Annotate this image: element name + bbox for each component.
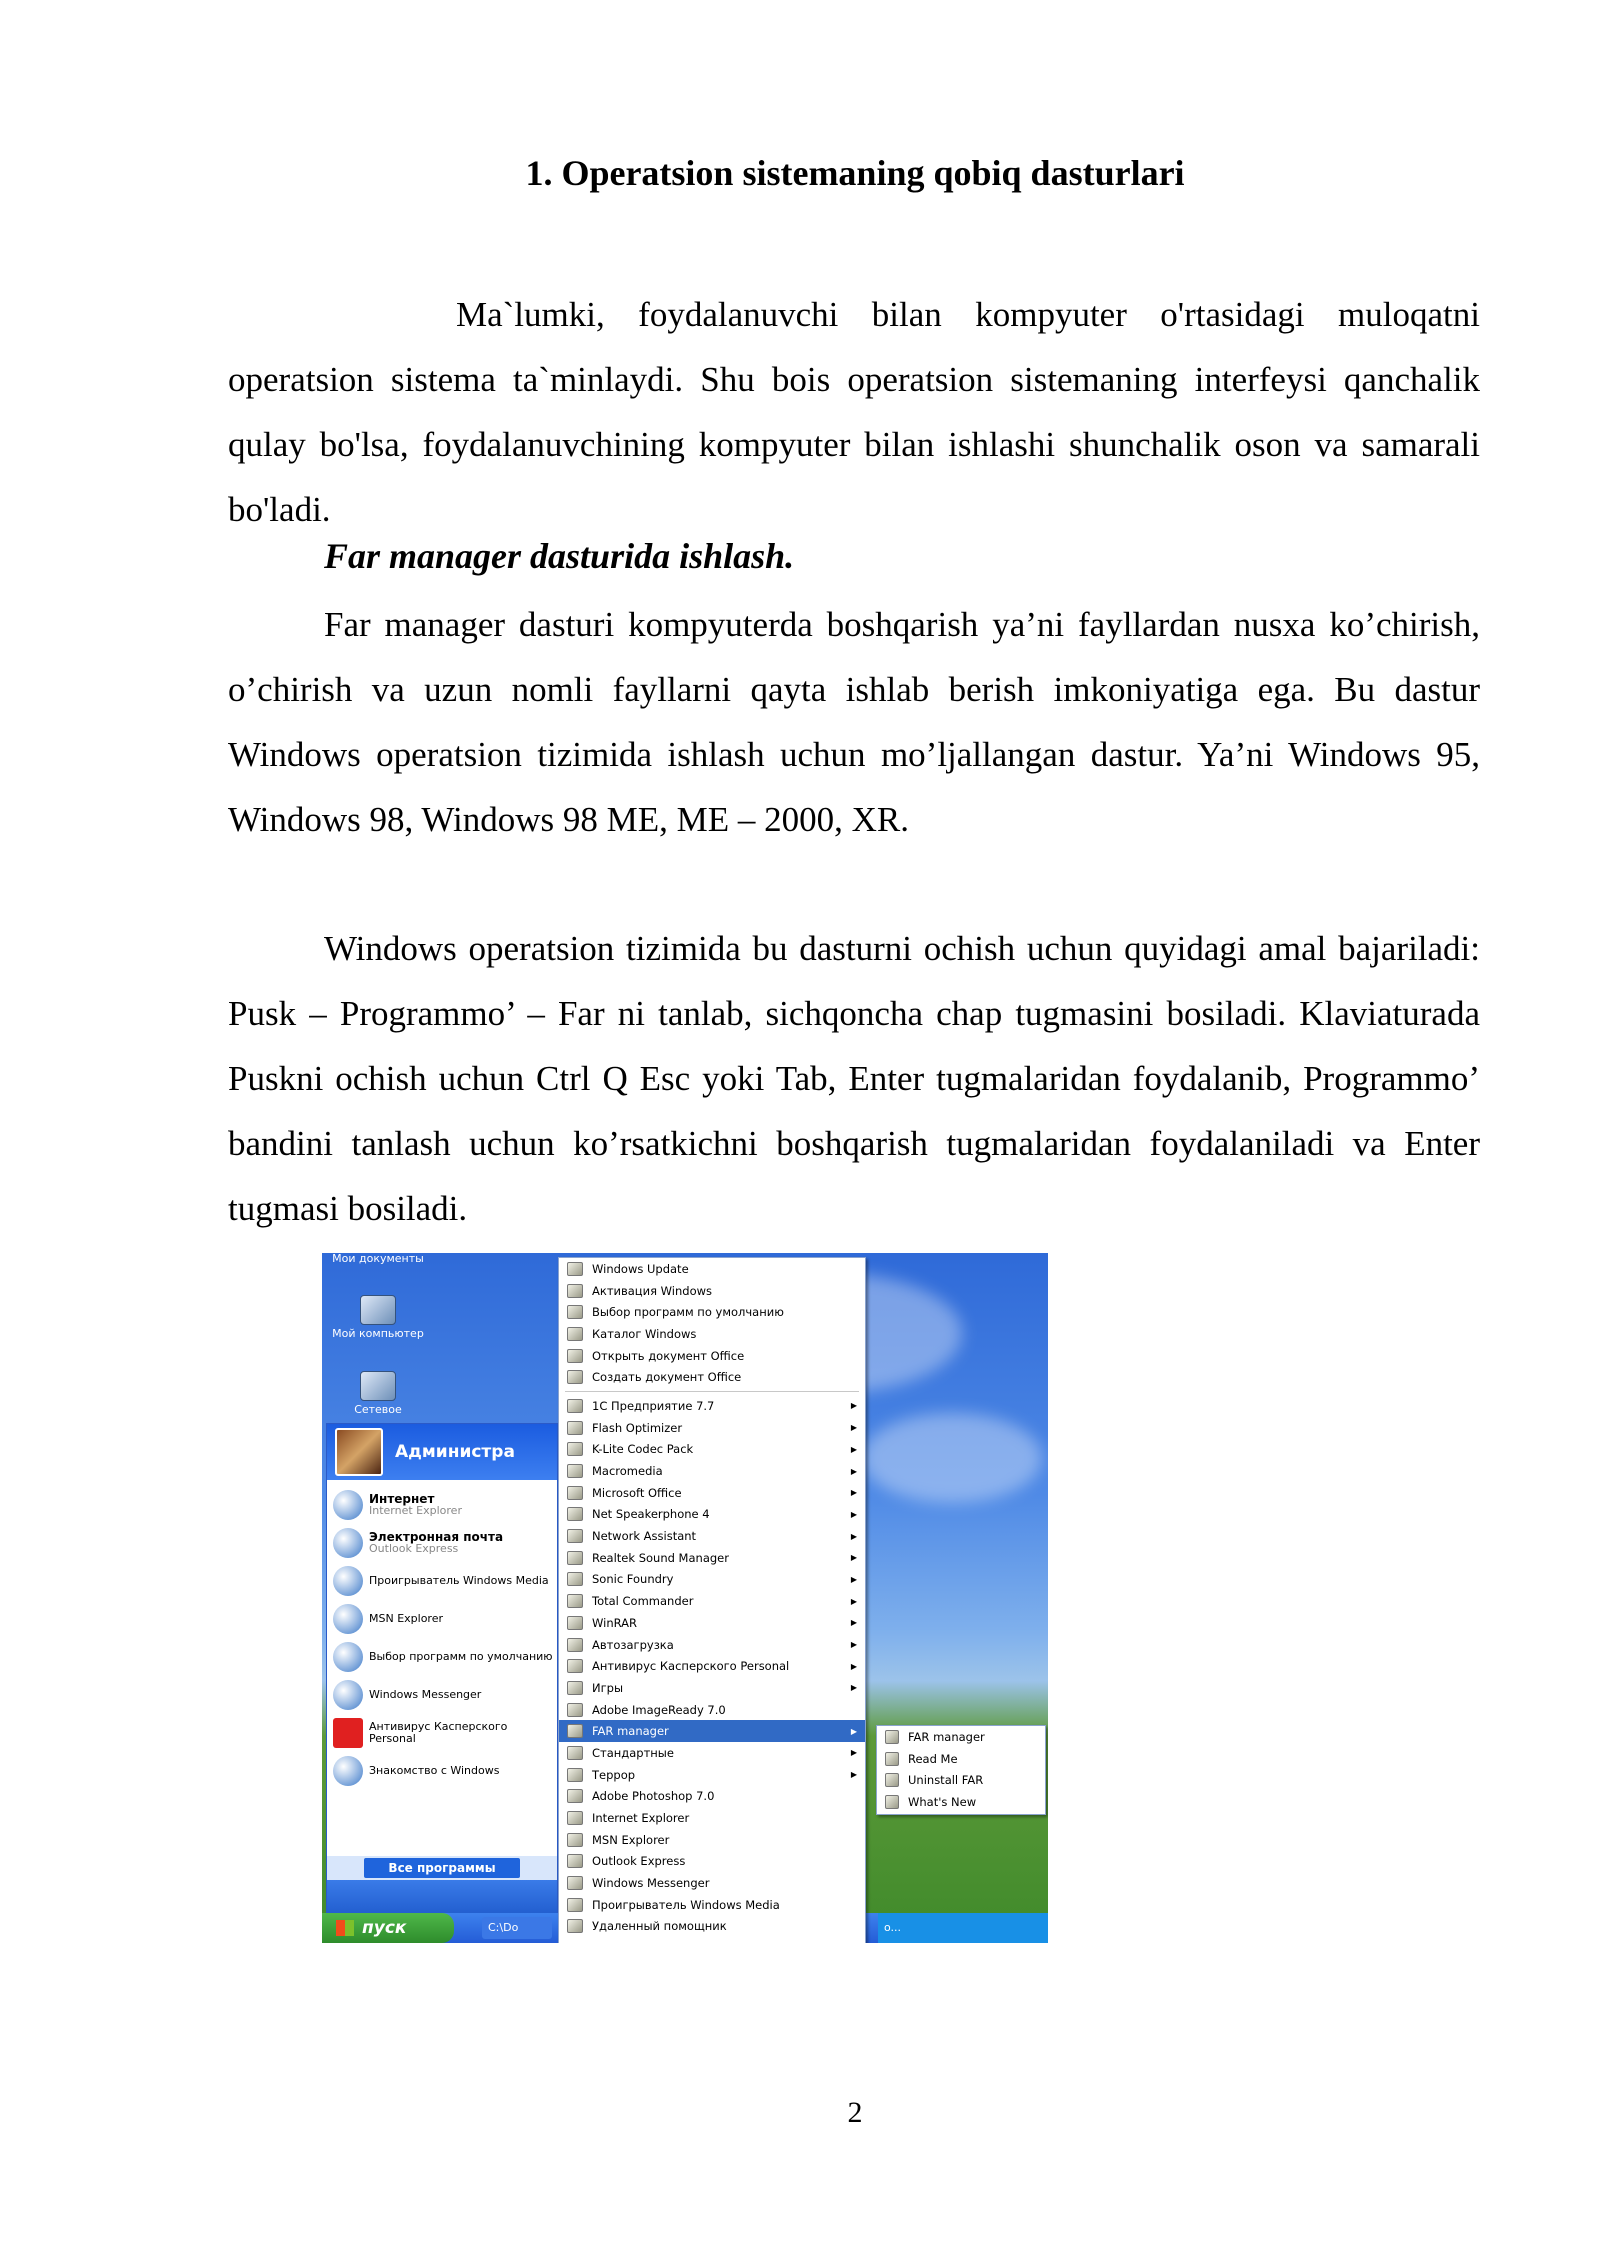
program-item-adobe-imageready-7-0[interactable]: [559, 1699, 865, 1721]
program-folder-icon: [567, 1507, 583, 1521]
far-item-uninstall-far[interactable]: [877, 1769, 1045, 1791]
program-item-item[interactable]: [559, 1677, 865, 1699]
menu-item-label: WinRAR: [592, 1615, 637, 1630]
outlook-express-icon: [333, 1528, 363, 1558]
user-name: Администра: [395, 1442, 515, 1462]
start-item-title: Знакомство с Windows: [369, 1764, 500, 1777]
menu-item-label: K-Lite Codec Pack: [592, 1442, 694, 1457]
start-item-media-player[interactable]: [327, 1562, 557, 1600]
submenu-arrow-icon: ▶: [850, 1553, 857, 1563]
submenu-arrow-icon: ▶: [850, 1640, 857, 1650]
program-item-macromedia[interactable]: [559, 1460, 865, 1482]
submenu-arrow-icon: ▶: [850, 1726, 857, 1736]
instructions-text: Windows operatsion tizimida bu dasturni ochish uchun quyidagi amal bajariladi: Pusk – Programmo’ – Far ni tanlab, sichqoncha chap tugmasini bosiladi. Klaviaturada Puskni ochish uchun Ctrl Q Esc yoki Tab, Enter tugmalaridan foydalanib, Programmo’ bandini tanlash uchun ko’rsatkichni boshqarish tugmalaridan foydalaniladi va Enter tugmasi bosiladi.: [228, 929, 1480, 1228]
program-icon: [567, 1262, 583, 1276]
program-folder-icon: [567, 1638, 583, 1652]
menu-item-label: Выбор программ по умолчанию: [592, 1305, 784, 1320]
program-item-windows-messenger[interactable]: [559, 1872, 865, 1894]
start-item-title: Электронная почта: [369, 1530, 504, 1544]
submenu-arrow-icon: ▶: [850, 1423, 857, 1433]
menu-item-label: What's New: [908, 1794, 977, 1809]
program-folder-icon: [567, 1616, 583, 1630]
menu-item-label: Sonic Foundry: [592, 1572, 674, 1587]
submenu-arrow-icon: ▶: [850, 1444, 857, 1454]
menu-item-label: Автозагрузка: [592, 1637, 674, 1652]
program-item-adobe-photoshop-7-0[interactable]: [559, 1786, 865, 1808]
start-item-default-programs[interactable]: [327, 1638, 557, 1676]
program-item-realtek-sound-manager[interactable]: [559, 1547, 865, 1569]
far-item-read-me[interactable]: [877, 1748, 1045, 1770]
all-programs-button[interactable]: Все программы: [364, 1858, 519, 1878]
program-item-total-commander[interactable]: [559, 1590, 865, 1612]
kaspersky-icon: [333, 1718, 363, 1748]
internet-explorer-icon: [333, 1490, 363, 1520]
menu-item-label: Uninstall FAR: [908, 1773, 984, 1788]
default-programs-icon: [333, 1642, 363, 1672]
program-folder-icon: [567, 1703, 583, 1717]
program-folder-icon: [567, 1421, 583, 1435]
messenger-icon: [333, 1680, 363, 1710]
section-subheading: Far manager dasturida ishlash.: [324, 536, 795, 576]
submenu-arrow-icon: ▶: [850, 1531, 857, 1541]
menu-item-label: MSN Explorer: [592, 1832, 670, 1847]
program-icon: [885, 1795, 899, 1809]
menu-item-label: Adobe Photoshop 7.0: [592, 1789, 715, 1804]
computer-icon: [360, 1295, 396, 1325]
program-folder-icon: [567, 1659, 583, 1673]
program-folder-icon: [567, 1486, 583, 1500]
menu-item-label: Каталог Windows: [592, 1326, 697, 1341]
start-item-title: MSN Explorer: [369, 1612, 443, 1625]
program-icon: [885, 1752, 899, 1766]
menu-item-label: Microsoft Office: [592, 1485, 682, 1500]
system-tray: o...: [878, 1913, 1048, 1943]
menu-item-label: Outlook Express: [592, 1854, 686, 1869]
program-item-item[interactable]: [559, 1916, 865, 1938]
desktop-icon-label: Сетевое: [354, 1403, 402, 1416]
desktop-icon-network[interactable]: [328, 1371, 428, 1416]
program-folder-icon: [567, 1529, 583, 1543]
menu-item-label: Удаленный помощник: [592, 1919, 727, 1934]
windows-flag-icon: [336, 1920, 354, 1936]
submenu-arrow-icon: ▶: [850, 1661, 857, 1671]
start-item-subtitle: Outlook Express: [369, 1542, 459, 1555]
user-avatar: [335, 1428, 383, 1476]
program-icon: [567, 1349, 583, 1363]
menu-item-label: Windows Update: [592, 1261, 689, 1276]
page-title: 1. Operatsion sistemaning qobiq dasturlari: [525, 153, 1185, 193]
program-item-msn-explorer[interactable]: [559, 1829, 865, 1851]
media-player-icon: [333, 1566, 363, 1596]
program-folder-icon: [567, 1572, 583, 1586]
menu-item-label: Стандартные: [592, 1745, 674, 1760]
menu-item-label: 1С Предприятие 7.7: [592, 1398, 715, 1413]
desktop-icon-computer[interactable]: [328, 1295, 428, 1340]
start-button[interactable]: [322, 1913, 454, 1943]
menu-item-label: FAR manager: [592, 1724, 669, 1739]
menu-item-label: Adobe ImageReady 7.0: [592, 1702, 726, 1717]
program-item-item[interactable]: [559, 1634, 865, 1656]
windows-tour-icon: [333, 1756, 363, 1786]
program-item-windows-media[interactable]: [559, 1894, 865, 1916]
program-folder-icon: [567, 1594, 583, 1608]
submenu-arrow-icon: ▶: [850, 1748, 857, 1758]
program-folder-icon: [567, 1898, 583, 1912]
program-folder-icon: [567, 1833, 583, 1847]
menu-item-label: Windows Messenger: [592, 1876, 710, 1891]
far-manager-submenu: [876, 1725, 1046, 1815]
start-item-title: Интернет: [369, 1492, 435, 1506]
menu-item-label: Network Assistant: [592, 1529, 697, 1544]
menu-item-label: FAR manager: [908, 1729, 985, 1744]
submenu-arrow-icon: ▶: [850, 1488, 857, 1498]
start-item-tour[interactable]: [327, 1752, 557, 1790]
program-item-network-assistant[interactable]: [559, 1525, 865, 1547]
program-folder-icon: [567, 1768, 583, 1782]
program-item-outlook-express[interactable]: [559, 1851, 865, 1873]
menu-item-label: Террор: [592, 1767, 636, 1782]
program-folder-icon: [567, 1724, 583, 1738]
program-folder-icon: [567, 1551, 583, 1565]
program-item-flash-optimizer[interactable]: [559, 1417, 865, 1439]
intro-paragraph: [228, 282, 1480, 542]
submenu-arrow-icon: ▶: [850, 1683, 857, 1693]
program-icon: [567, 1305, 583, 1319]
menu-item-label: Создать документ Office: [592, 1370, 742, 1385]
start-item-kaspersky[interactable]: [327, 1714, 557, 1752]
submenu-arrow-icon: ▶: [850, 1466, 857, 1476]
program-folder-icon: [567, 1399, 583, 1413]
program-item-windows[interactable]: [559, 1280, 865, 1302]
start-item-title: Выбор программ по умолчанию: [369, 1650, 553, 1663]
program-folder-icon: [567, 1464, 583, 1478]
program-folder-icon: [567, 1811, 583, 1825]
program-item-office[interactable]: [559, 1345, 865, 1367]
program-folder-icon: [567, 1876, 583, 1890]
menu-item-label: Read Me: [908, 1751, 958, 1766]
desktop-icon-label: Мой компьютер: [332, 1327, 424, 1340]
start-item-title: Антивирус Касперского Personal: [369, 1720, 508, 1745]
program-item-item[interactable]: [559, 1764, 865, 1786]
desktop-icon-label: Мои документы: [332, 1253, 424, 1265]
submenu-arrow-icon: ▶: [850, 1618, 857, 1628]
program-item-winrar[interactable]: [559, 1612, 865, 1634]
program-folder-icon: [567, 1442, 583, 1456]
submenu-arrow-icon: ▶: [850, 1401, 857, 1411]
intro-text: Ma`lumki, foydalanuvchi bilan kompyuter o'rtasidagi muloqatni operatsion sistema ta`minlaydi. Shu bois operatsion sistemaning interfeysi qanchalik qulay bo'lsa, foydalanuvchining kompyuter bilan ishlashi shunchalik oson va samarali bo'ladi.: [228, 295, 1480, 529]
start-menu-header: [327, 1424, 557, 1480]
instructions-paragraph: [228, 916, 1480, 1241]
start-menu: [326, 1423, 558, 1925]
desktop-icon-documents[interactable]: [328, 1253, 428, 1265]
far-item-far-manager[interactable]: [877, 1726, 1045, 1748]
menu-item-label: Открыть документ Office: [592, 1348, 745, 1363]
start-item-subtitle: Internet Explorer: [369, 1504, 462, 1517]
all-programs-bar: [327, 1856, 557, 1880]
program-item-1-7-7[interactable]: [559, 1395, 865, 1417]
program-item-item[interactable]: [559, 1742, 865, 1764]
submenu-arrow-icon: ▶: [850, 1596, 857, 1606]
program-folder-icon: [567, 1854, 583, 1868]
menu-separator: [565, 1391, 859, 1392]
start-item-internet[interactable]: [327, 1486, 557, 1524]
program-item-office[interactable]: [559, 1366, 865, 1388]
taskbar-window-button[interactable]: C:\Do: [482, 1917, 552, 1939]
menu-item-label: Антивирус Касперского Personal: [592, 1659, 790, 1674]
network-icon: [360, 1371, 396, 1401]
far-description-paragraph: [228, 592, 1480, 852]
start-menu-pinned-list: [327, 1480, 557, 1790]
program-item-net-speakerphone-4[interactable]: [559, 1504, 865, 1526]
page-number: 2: [847, 2096, 863, 2129]
menu-item-label: Total Commander: [592, 1594, 694, 1609]
program-icon: [885, 1730, 899, 1744]
submenu-arrow-icon: ▶: [850, 1574, 857, 1584]
menu-item-label: Net Speakerphone 4: [592, 1507, 710, 1522]
program-item-sonic-foundry[interactable]: [559, 1569, 865, 1591]
far-item-what-s-new[interactable]: [877, 1791, 1045, 1813]
start-item-title: Проигрыватель Windows Media: [369, 1574, 549, 1587]
far-description-text: Far manager dasturi kompyuterda boshqarish ya’ni fayllardan nusxa ko’chirish, o’chirish va uzun nomli fayllarni qayta ishlab berish imkoniyatiga ega. Bu dastur Windows operatsion tizimida ishlash uchun mo’ljallangan dastur. Ya’ni Windows 95, Windows 98, Windows 98 ME, ME – 2000, XR.: [228, 605, 1480, 839]
start-item-email[interactable]: [327, 1524, 557, 1562]
menu-item-label: Flash Optimizer: [592, 1420, 683, 1435]
submenu-arrow-icon: ▶: [850, 1509, 857, 1519]
program-item-item[interactable]: [559, 1301, 865, 1323]
program-item-windows-update[interactable]: [559, 1258, 865, 1280]
program-item-personal[interactable]: [559, 1655, 865, 1677]
start-item-title: Windows Messenger: [369, 1688, 482, 1701]
start-menu-screenshot: [322, 1253, 1048, 1943]
submenu-arrow-icon: ▶: [850, 1770, 857, 1780]
sky-cloud: [862, 1413, 1042, 1503]
menu-item-label: Internet Explorer: [592, 1811, 690, 1826]
menu-item-label: Realtek Sound Manager: [592, 1550, 729, 1565]
program-item-k-lite-codec-pack[interactable]: [559, 1439, 865, 1461]
program-icon: [567, 1370, 583, 1384]
menu-item-label: Активация Windows: [592, 1283, 713, 1298]
program-item-far-manager[interactable]: [559, 1720, 865, 1742]
program-folder-icon: [567, 1919, 583, 1933]
start-item-msn[interactable]: [327, 1600, 557, 1638]
msn-butterfly-icon: [333, 1604, 363, 1634]
program-icon: [567, 1327, 583, 1341]
program-icon: [567, 1284, 583, 1298]
start-item-messenger[interactable]: [327, 1676, 557, 1714]
program-folder-icon: [567, 1746, 583, 1760]
start-button-label: пуск: [362, 1918, 407, 1938]
program-item-microsoft-office[interactable]: [559, 1482, 865, 1504]
program-item-windows[interactable]: [559, 1323, 865, 1345]
program-icon: [885, 1773, 899, 1787]
menu-item-label: Проигрыватель Windows Media: [592, 1897, 780, 1912]
program-folder-icon: [567, 1789, 583, 1803]
program-folder-icon: [567, 1681, 583, 1695]
menu-item-label: Macromedia: [592, 1464, 663, 1479]
menu-item-label: Игры: [592, 1680, 624, 1695]
program-item-internet-explorer[interactable]: [559, 1807, 865, 1829]
all-programs-menu: [558, 1257, 866, 1943]
